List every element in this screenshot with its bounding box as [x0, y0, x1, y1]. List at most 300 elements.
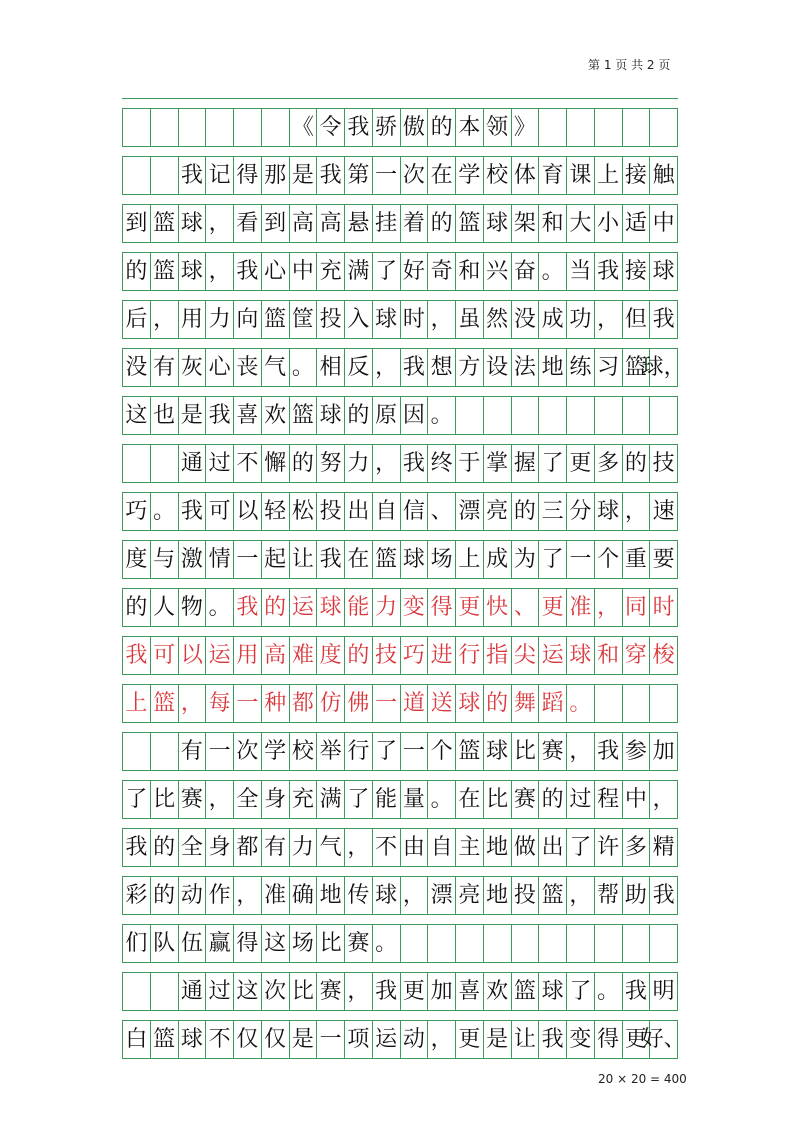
grid-cell: 球	[373, 301, 401, 338]
grid-cell: 。	[595, 973, 623, 1010]
grid-cell: ，	[206, 253, 234, 290]
grid-cell	[650, 109, 678, 146]
grid-cell: 相	[317, 349, 345, 386]
grid-cell: 赛	[539, 733, 567, 770]
grid-cell: 的	[151, 877, 179, 914]
grid-cell: 中	[650, 205, 678, 242]
grid-cell: 运	[539, 637, 567, 674]
grid-cell: 过	[206, 445, 234, 482]
grid-cell: 篮	[456, 733, 484, 770]
grid-cell: 作	[206, 877, 234, 914]
grid-cell: 在	[456, 781, 484, 818]
cell-strip	[122, 540, 678, 578]
grid-cell	[456, 925, 484, 962]
grid-cell: ，	[650, 781, 678, 818]
cell-strip	[122, 972, 678, 1010]
grid-cell: 的	[345, 637, 373, 674]
grid-cell: 赛	[179, 781, 207, 818]
grid-cell: 都	[234, 829, 262, 866]
row-spacer	[122, 722, 678, 732]
grid-cell: 兴	[484, 253, 512, 290]
grid-cell: 更	[539, 589, 567, 626]
grid-cell: 这	[123, 397, 151, 434]
grid-cell: 好、	[650, 1021, 678, 1058]
grid-cell: 一	[234, 541, 262, 578]
grid-cell: 篮	[456, 205, 484, 242]
grid-cell: 一	[373, 157, 401, 194]
grid-cell: 没	[123, 349, 151, 386]
grid-cell: 运	[206, 637, 234, 674]
grid-cell: 投	[512, 877, 540, 914]
grid-cell: 和	[539, 205, 567, 242]
row-spacer	[122, 914, 678, 924]
grid-cell: 球	[317, 589, 345, 626]
cell-strip	[122, 684, 678, 722]
grid-cell: 地	[484, 877, 512, 914]
grid-cell: ，	[595, 589, 623, 626]
grid-cell: 成	[539, 301, 567, 338]
grid-cell: 比	[151, 781, 179, 818]
grid-cell: 篮	[290, 397, 318, 434]
grid-cell	[539, 397, 567, 434]
grid-cell: 领	[484, 109, 512, 146]
grid-cell: 身	[206, 829, 234, 866]
grid-cell: 为	[512, 541, 540, 578]
grid-cell: 投	[317, 301, 345, 338]
grid-row	[122, 482, 678, 530]
cell-strip	[122, 876, 678, 914]
grid-cell: 。	[206, 589, 234, 626]
grid-cell: 比	[512, 733, 540, 770]
grid-cell: 上	[456, 541, 484, 578]
cell-strip	[122, 156, 678, 194]
grid-cell	[512, 397, 540, 434]
grid-cell: 、	[512, 589, 540, 626]
row-spacer	[122, 1010, 678, 1020]
grid-cell: 更	[567, 445, 595, 482]
grid-cell: 个	[595, 541, 623, 578]
grid-cell: 地	[484, 829, 512, 866]
cell-strip	[122, 828, 678, 866]
grid-cell	[623, 925, 651, 962]
grid-cell: 更	[401, 973, 429, 1010]
grid-cell: 我	[401, 349, 429, 386]
row-spacer	[122, 530, 678, 540]
grid-cell: 是	[484, 1021, 512, 1058]
grid-cell: 中	[623, 781, 651, 818]
grid-cell: 身	[262, 781, 290, 818]
grid-cell	[512, 925, 540, 962]
grid-cell: 确	[290, 877, 318, 914]
grid-cell: 力	[345, 445, 373, 482]
grid-cell: 准	[567, 589, 595, 626]
grid-cell: 球	[373, 877, 401, 914]
grid-row	[122, 98, 678, 146]
grid-cell: 球	[179, 205, 207, 242]
grid-cell: 过	[567, 781, 595, 818]
grid-cell	[151, 733, 179, 770]
grid-cell: 了	[567, 829, 595, 866]
grid-row	[122, 770, 678, 818]
grid-row	[122, 338, 686, 386]
grid-cell: 和	[595, 637, 623, 674]
grid-cell: 松	[290, 493, 318, 530]
grid-cell	[650, 397, 678, 434]
grid-cell: 我	[595, 253, 623, 290]
grid-cell: 项	[345, 1021, 373, 1058]
grid-cell: 我	[373, 973, 401, 1010]
grid-cell: 看	[234, 205, 262, 242]
grid-cell: 充	[290, 781, 318, 818]
grid-cell: ，	[373, 349, 401, 386]
grid-cell: 同	[623, 589, 651, 626]
row-spacer	[122, 194, 678, 204]
grid-cell: 通	[179, 973, 207, 1010]
grid-cell: 种	[262, 685, 290, 722]
grid-cell: 习	[595, 349, 623, 386]
grid-cell	[151, 445, 179, 482]
grid-cell: 得	[234, 157, 262, 194]
grid-cell: 仿	[317, 685, 345, 722]
grid-cell: 在	[428, 157, 456, 194]
grid-cell: 伍	[179, 925, 207, 962]
grid-cell	[206, 109, 234, 146]
grid-cell: 得	[234, 925, 262, 962]
grid-cell: 奋	[512, 253, 540, 290]
grid-cell	[623, 109, 651, 146]
grid-cell: 令	[317, 109, 345, 146]
grid-cell: 。	[428, 397, 456, 434]
grid-cell: 要	[650, 541, 678, 578]
grid-cell: 队	[151, 925, 179, 962]
grid-cell: 地	[539, 349, 567, 386]
grid-cell: 。	[373, 925, 401, 962]
grid-cell: 》	[512, 109, 540, 146]
grid-cell: 时	[650, 589, 678, 626]
grid-cell: 由	[401, 829, 429, 866]
grid-cell: 骄	[373, 109, 401, 146]
grid-cell: 进	[428, 637, 456, 674]
grid-cell: 到	[262, 205, 290, 242]
grid-cell: 得	[595, 1021, 623, 1058]
grid-cell: 我	[123, 637, 151, 674]
grid-cell	[650, 925, 678, 962]
grid-cell: 投	[317, 493, 345, 530]
grid-cell: 了	[567, 973, 595, 1010]
grid-cell: 量	[401, 781, 429, 818]
grid-cell: 的	[151, 829, 179, 866]
grid-cell	[151, 157, 179, 194]
grid-cell: 亮	[484, 493, 512, 530]
grid-cell: 方	[456, 349, 484, 386]
grid-cell: 梭	[650, 637, 678, 674]
grid-cell: 难	[290, 637, 318, 674]
grid-cell: 但	[623, 301, 651, 338]
grid-cell: 和	[456, 253, 484, 290]
cell-strip	[122, 732, 678, 770]
grid-cell: 也	[151, 397, 179, 434]
grid-cell: 全	[234, 781, 262, 818]
grid-cell: 不	[206, 1021, 234, 1058]
grid-cell: 佛	[345, 685, 373, 722]
grid-cell: 动	[179, 877, 207, 914]
grid-cell: 我	[539, 1021, 567, 1058]
grid-cell: 举	[317, 733, 345, 770]
grid-cell	[623, 685, 651, 722]
grid-cell: 我	[234, 253, 262, 290]
grid-cell: 漂	[428, 877, 456, 914]
grid-cell: 赛	[512, 781, 540, 818]
grid-cell: 多	[595, 445, 623, 482]
grid-cell	[123, 973, 151, 1010]
grid-cell	[179, 109, 207, 146]
grid-cell: 仅	[234, 1021, 262, 1058]
grid-cell: 激	[179, 541, 207, 578]
grid-cell: 气	[262, 349, 290, 386]
grid-cell: 技	[650, 445, 678, 482]
grid-cell: 向	[234, 301, 262, 338]
grid-cell: 心	[206, 349, 234, 386]
grid-cell: 架	[512, 205, 540, 242]
grid-cell: 了	[373, 253, 401, 290]
grid-cell: 篮	[151, 253, 179, 290]
row-spacer	[122, 386, 678, 396]
grid-cell: 灰	[179, 349, 207, 386]
grid-cell: 的	[123, 589, 151, 626]
grid-cell: 学	[456, 157, 484, 194]
grid-cell: 力	[290, 829, 318, 866]
row-spacer	[122, 626, 678, 636]
grid-cell: 成	[484, 541, 512, 578]
grid-cell: 篮	[262, 301, 290, 338]
grid-row	[122, 242, 678, 290]
grid-cell: 高	[290, 205, 318, 242]
grid-cell: 情	[206, 541, 234, 578]
grid-cell	[484, 397, 512, 434]
grid-cell: 球	[179, 1021, 207, 1058]
grid-cell: 终	[428, 445, 456, 482]
grid-cell: 球	[650, 253, 678, 290]
grid-cell: 物	[179, 589, 207, 626]
grid-row	[122, 674, 678, 722]
row-spacer	[122, 674, 678, 684]
grid-cell: 巧	[401, 637, 429, 674]
grid-cell: 上	[595, 157, 623, 194]
grid-cell: 课	[567, 157, 595, 194]
grid-cell: 努	[317, 445, 345, 482]
composition-grid	[122, 98, 686, 1058]
grid-cell	[595, 109, 623, 146]
row-spacer	[122, 242, 678, 252]
grid-cell: 次	[262, 973, 290, 1010]
grid-cell: 分	[567, 493, 595, 530]
grid-cell: ，	[234, 877, 262, 914]
grid-cell: 三	[539, 493, 567, 530]
grid-cell: 重	[623, 541, 651, 578]
grid-cell: 舞	[512, 685, 540, 722]
grid-cell: 有	[179, 733, 207, 770]
grid-cell: 有	[151, 349, 179, 386]
grid-cell: 当	[567, 253, 595, 290]
grid-cell: 的	[262, 589, 290, 626]
grid-cell	[123, 109, 151, 146]
grid-row	[122, 434, 678, 482]
grid-cell: 白	[123, 1021, 151, 1058]
grid-cell	[484, 925, 512, 962]
grid-cell: 的	[512, 493, 540, 530]
grid-cell: 一	[317, 1021, 345, 1058]
grid-cell: 个	[428, 733, 456, 770]
grid-cell: 场	[290, 925, 318, 962]
grid-cell: 用	[179, 301, 207, 338]
grid-row	[122, 578, 678, 626]
grid-cell: 喜	[234, 397, 262, 434]
grid-cell: 比	[317, 925, 345, 962]
grid-cell: 触	[650, 157, 678, 194]
grid-cell: 。	[539, 253, 567, 290]
grid-row	[122, 818, 678, 866]
grid-cell: 第	[345, 157, 373, 194]
grid-cell: 那	[262, 157, 290, 194]
grid-cell: 比	[484, 781, 512, 818]
grid-cell: 的	[428, 205, 456, 242]
grid-cell: 大	[567, 205, 595, 242]
grid-cell	[623, 397, 651, 434]
grid-cell: 校	[290, 733, 318, 770]
grid-cell: 我	[179, 493, 207, 530]
grid-cell: 是	[290, 1021, 318, 1058]
grid-cell	[123, 445, 151, 482]
grid-cell: 快	[484, 589, 512, 626]
row-spacer	[122, 770, 678, 780]
grid-cell: 了	[539, 541, 567, 578]
grid-cell: 球	[595, 493, 623, 530]
grid-cell: 全	[179, 829, 207, 866]
grid-cell: 我	[206, 397, 234, 434]
grid-cell: 自	[428, 829, 456, 866]
grid-cell: 起	[262, 541, 290, 578]
grid-cell: 变	[567, 1021, 595, 1058]
grid-cell: 球	[456, 685, 484, 722]
grid-cell: 满	[345, 253, 373, 290]
grid-cell: 丧	[234, 349, 262, 386]
grid-cell: 记	[206, 157, 234, 194]
grid-cell	[151, 109, 179, 146]
cell-strip	[122, 780, 678, 818]
grid-cell: 。	[567, 685, 595, 722]
grid-row	[122, 1010, 686, 1058]
grid-cell: 一	[567, 541, 595, 578]
grid-cell: 漂	[456, 493, 484, 530]
grid-cell: 仅	[262, 1021, 290, 1058]
grid-cell: 出	[539, 829, 567, 866]
grid-cell: 运	[290, 589, 318, 626]
grid-cell: 明	[650, 973, 678, 1010]
grid-cell: 准	[262, 877, 290, 914]
grid-cell: 反	[345, 349, 373, 386]
grid-cell: 更	[623, 1021, 651, 1058]
grid-cell: 程	[595, 781, 623, 818]
grid-cell: 我	[650, 877, 678, 914]
grid-cell: 了	[539, 445, 567, 482]
grid-cell: 我	[234, 589, 262, 626]
grid-cell: 轻	[262, 493, 290, 530]
grid-cell: 们	[123, 925, 151, 962]
grid-row	[122, 290, 678, 338]
grid-cell: 懈	[262, 445, 290, 482]
grid-bottom-line	[122, 1058, 678, 1059]
grid-cell: 度	[317, 637, 345, 674]
grid-cell: 后	[123, 301, 151, 338]
cell-strip	[122, 444, 678, 482]
cell-strip	[122, 252, 678, 290]
grid-row	[122, 722, 678, 770]
grid-row	[122, 146, 678, 194]
grid-cell	[567, 109, 595, 146]
grid-cell: ，	[567, 733, 595, 770]
grid-cell: 入	[345, 301, 373, 338]
grid-cell: 力	[373, 589, 401, 626]
cell-strip	[122, 396, 678, 434]
grid-cell: 育	[539, 157, 567, 194]
grid-cell: 奇	[428, 253, 456, 290]
grid-cell: 次	[234, 733, 262, 770]
grid-cell: 球	[484, 733, 512, 770]
grid-cell: 比	[290, 973, 318, 1010]
grid-cell: 我	[123, 829, 151, 866]
grid-cell: 尖	[512, 637, 540, 674]
grid-cell: 。	[428, 781, 456, 818]
grid-cell: 中	[290, 253, 318, 290]
grid-cell: 篮	[623, 349, 651, 386]
cell-strip	[122, 108, 678, 146]
grid-cell: ，	[206, 205, 234, 242]
grid-cell: 我	[317, 541, 345, 578]
row-spacer	[122, 578, 678, 588]
grid-cell: 做	[512, 829, 540, 866]
grid-cell: 《	[290, 109, 318, 146]
grid-cell: 用	[234, 637, 262, 674]
grid-cell: 以	[234, 493, 262, 530]
row-spacer	[122, 290, 678, 300]
grid-cell	[595, 685, 623, 722]
grid-cell: 道	[401, 685, 429, 722]
grid-cell	[567, 925, 595, 962]
cell-strip	[122, 492, 678, 530]
grid-cell: 好	[401, 253, 429, 290]
grid-cell: 亮	[456, 877, 484, 914]
grid-cell: 主	[456, 829, 484, 866]
grid-cell: 的	[123, 253, 151, 290]
grid-cell	[151, 973, 179, 1010]
row-spacer	[122, 434, 678, 444]
grid-cell: 赛	[345, 925, 373, 962]
grid-cell: 了	[123, 781, 151, 818]
grid-cell: 地	[317, 877, 345, 914]
grid-cell: ，	[373, 445, 401, 482]
grid-cell: 运	[373, 1021, 401, 1058]
page-indicator: 第 1 页 共 2 页	[588, 58, 671, 72]
grid-cell: 都	[290, 685, 318, 722]
grid-cell: 球，	[650, 349, 678, 386]
grid-cell: 我	[595, 733, 623, 770]
grid-cell: 力	[206, 301, 234, 338]
grid-cell: 的	[345, 397, 373, 434]
grid-cell: 度	[123, 541, 151, 578]
grid-cell: 上	[123, 685, 151, 722]
grid-cell: 。	[290, 349, 318, 386]
grid-cell: 筐	[290, 301, 318, 338]
